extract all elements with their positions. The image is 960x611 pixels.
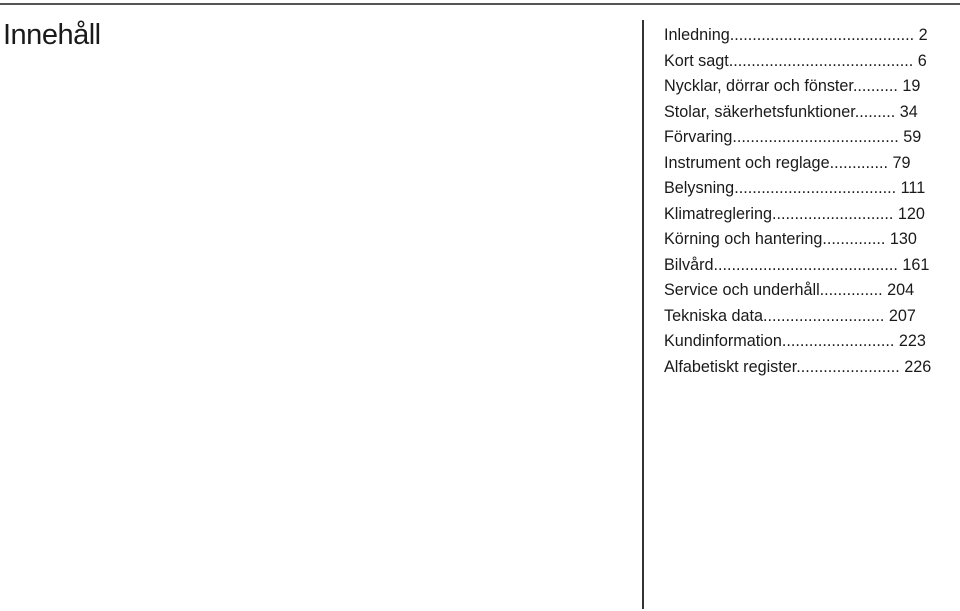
toc-entry[interactable] [664,304,954,330]
toc-entry[interactable] [664,202,954,228]
toc-entry-label: Bilvård [664,255,714,274]
toc-entry-leader: ..................................... [732,128,899,146]
toc-entry-page: 2 [918,26,928,44]
toc-entry[interactable] [664,125,954,151]
toc-entry[interactable] [664,253,954,279]
toc-entry-page: 120 [897,204,925,223]
toc-entry[interactable] [664,74,954,100]
table-of-contents [664,23,954,380]
top-divider [0,3,960,5]
toc-entry-label: Belysning [664,179,735,197]
toc-entry-page: 207 [888,306,916,325]
toc-entry-leader: ....................... [796,357,900,376]
toc-entry-leader: ......................................... [729,26,915,44]
toc-entry-leader: .............. [819,281,883,299]
toc-entry[interactable] [664,355,954,381]
toc-entry-label: Klimatreglering [664,204,772,223]
toc-entry-page: 79 [892,153,911,172]
toc-entry-label: Alfabetiskt register [664,357,797,376]
toc-entry-leader: ............. [829,153,889,172]
toc-entry-page: 6 [917,51,927,70]
toc-entry[interactable] [664,23,954,49]
toc-entry-page: 111 [900,179,926,197]
toc-entry[interactable] [664,329,954,355]
toc-entry-label: Kort sagt [664,51,729,70]
toc-entry-leader: ........................... [762,306,885,325]
toc-entry-label: Tekniska data [664,306,763,325]
toc-entry-page: 226 [904,357,932,376]
toc-entry-leader: ......................................... [713,255,898,274]
toc-entry-page: 223 [898,332,926,350]
toc-entry-label: Instrument och reglage [664,153,830,172]
toc-entry[interactable] [664,49,954,75]
toc-entry[interactable] [664,100,954,126]
page-title: Innehåll [3,19,101,51]
toc-entry-label: Körning och hantering [664,230,823,248]
toc-entry-leader: ......... [854,102,896,121]
toc-entry[interactable] [664,151,954,177]
toc-entry-leader: ........................... [771,204,894,223]
toc-entry-leader: .............. [822,230,886,248]
toc-entry-label: Nycklar, dörrar och fönster [664,77,853,95]
toc-entry-label: Inledning [664,26,730,44]
toc-entry-label: Service och underhåll [664,281,820,299]
toc-entry-leader: ......................... [781,332,895,350]
toc-entry-label: Förvaring [664,128,733,146]
toc-entry-page: 34 [899,102,918,121]
toc-entry-page: 130 [889,230,917,248]
toc-entry[interactable] [664,278,954,304]
toc-entry-page: 59 [903,128,922,146]
toc-entry[interactable] [664,227,954,253]
toc-entry-leader: ......................................... [728,51,914,70]
column-divider [642,20,644,609]
toc-entry-page: 204 [887,281,915,299]
toc-entry-page: 161 [902,255,930,274]
toc-entry-leader: .......... [852,77,898,95]
toc-entry-leader: .................................... [734,179,897,197]
toc-entry-label: Kundinformation [664,332,782,350]
toc-entry-page: 19 [902,77,921,95]
toc-entry-label: Stolar, säkerhetsfunktioner [664,102,855,121]
toc-entry[interactable] [664,176,954,202]
